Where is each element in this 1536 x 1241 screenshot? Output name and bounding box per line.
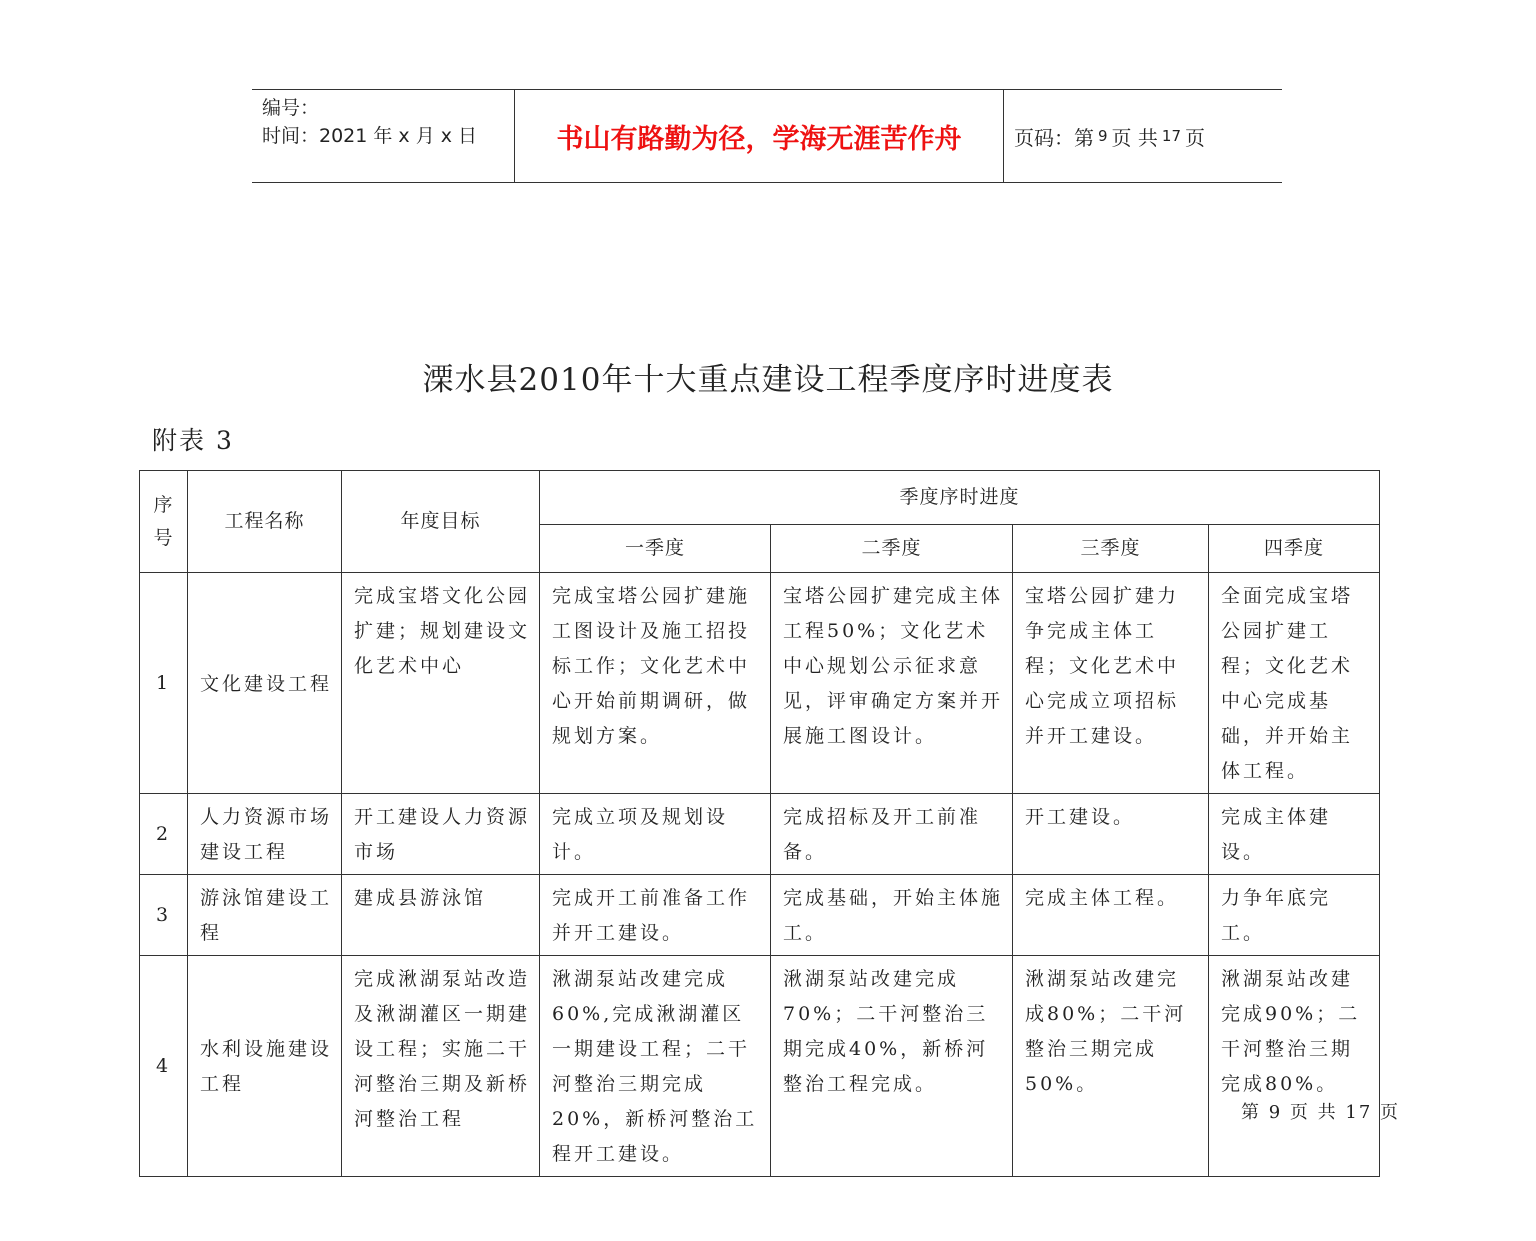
header-progress: 季度序时进度	[540, 471, 1380, 525]
header-page-indicator	[1014, 90, 1205, 182]
header-q2: 二季度	[771, 525, 1013, 573]
header-meta	[262, 94, 512, 150]
row-q4: 力争年底完工。	[1209, 875, 1380, 956]
footer-prefix: 第	[1241, 1102, 1261, 1123]
footer-total: 17	[1345, 1102, 1373, 1123]
footer-mid: 页 共	[1289, 1102, 1338, 1123]
row-q2: 完成招标及开工前准备。	[771, 794, 1013, 875]
page-mid: 页 共	[1111, 125, 1158, 150]
row-q1: 完成开工前准备工作并开工建设。	[540, 875, 771, 956]
row-q4: 湫湖泵站改建完成90%；二干河整治三期完成80%。	[1209, 956, 1380, 1177]
row-index: 1	[140, 573, 188, 794]
row-q2: 完成基础，开始主体施工。	[771, 875, 1013, 956]
page-prefix: 页码：第	[1014, 125, 1094, 150]
page-current-number: 9	[1098, 127, 1108, 145]
row-goal: 建成县游泳馆	[342, 875, 540, 956]
document-header	[252, 89, 1282, 183]
header-q3: 三季度	[1013, 525, 1209, 573]
row-q1: 湫湖泵站改建完成60%,完成湫湖灌区一期建设工程；二干河整治三期完成20%，新桥河整治工程开工建设。	[540, 956, 771, 1177]
row-q3: 开工建设。	[1013, 794, 1209, 875]
footer-suffix: 页	[1380, 1102, 1401, 1123]
table-row	[140, 956, 1380, 1177]
row-goal: 完成湫湖泵站改造及湫湖灌区一期建设工程；实施二干河整治三期及新桥河整治工程	[342, 956, 540, 1177]
row-goal: 完成宝塔文化公园扩建；规划建设文化艺术中心	[342, 573, 540, 794]
header-motto: 书山有路勤为径，学海无涯苦作舟	[514, 90, 1004, 182]
row-goal: 开工建设人力资源市场	[342, 794, 540, 875]
document-number-label: 编号：	[262, 97, 320, 119]
progress-table	[139, 470, 1380, 1177]
row-index: 3	[140, 875, 188, 956]
table-row	[140, 573, 1380, 794]
row-q2: 宝塔公园扩建完成主体工程50%；文化艺术中心规划公示征求意见，评审确定方案并开展施工图设计。	[771, 573, 1013, 794]
row-q3: 宝塔公园扩建力争完成主体工程；文化艺术中心完成立项招标并开工建设。	[1013, 573, 1209, 794]
table-header-row	[140, 471, 1380, 525]
row-q1: 完成宝塔公园扩建施工图设计及施工招投标工作；文化艺术中心开始前期调研，做规划方案。	[540, 573, 771, 794]
footer-current: 9	[1268, 1102, 1283, 1123]
row-name: 游泳馆建设工程	[188, 875, 342, 956]
header-name: 工程名称	[188, 471, 342, 573]
header-q1: 一季度	[540, 525, 771, 573]
row-q4: 完成主体建设。	[1209, 794, 1380, 875]
table-row	[140, 794, 1380, 875]
header-goal: 年度目标	[342, 471, 540, 573]
appendix-label: 附表 3	[152, 426, 234, 455]
page-suffix: 页	[1185, 125, 1205, 150]
row-q4: 全面完成宝塔公园扩建工程；文化艺术中心完成基础，并开始主体工程。	[1209, 573, 1380, 794]
page-footer	[1241, 1098, 1400, 1124]
row-name: 水利设施建设工程	[188, 956, 342, 1177]
document-title: 溧水县2010年十大重点建设工程季度序时进度表	[422, 362, 1114, 398]
row-index: 4	[140, 956, 188, 1177]
row-q3: 湫湖泵站改建完成80%；二干河整治三期完成50%。	[1013, 956, 1209, 1177]
row-name: 文化建设工程	[188, 573, 342, 794]
row-name: 人力资源市场建设工程	[188, 794, 342, 875]
row-index: 2	[140, 794, 188, 875]
header-q4: 四季度	[1209, 525, 1380, 573]
document-time-label: 时间：2021 年 x 月 x 日	[262, 125, 478, 147]
table-row	[140, 875, 1380, 956]
header-index: 序号	[140, 471, 188, 573]
row-q2: 湫湖泵站改建完成70%；二干河整治三期完成40%，新桥河整治工程完成。	[771, 956, 1013, 1177]
row-q1: 完成立项及规划设计。	[540, 794, 771, 875]
page-total-number: 17	[1161, 127, 1181, 145]
row-q3: 完成主体工程。	[1013, 875, 1209, 956]
